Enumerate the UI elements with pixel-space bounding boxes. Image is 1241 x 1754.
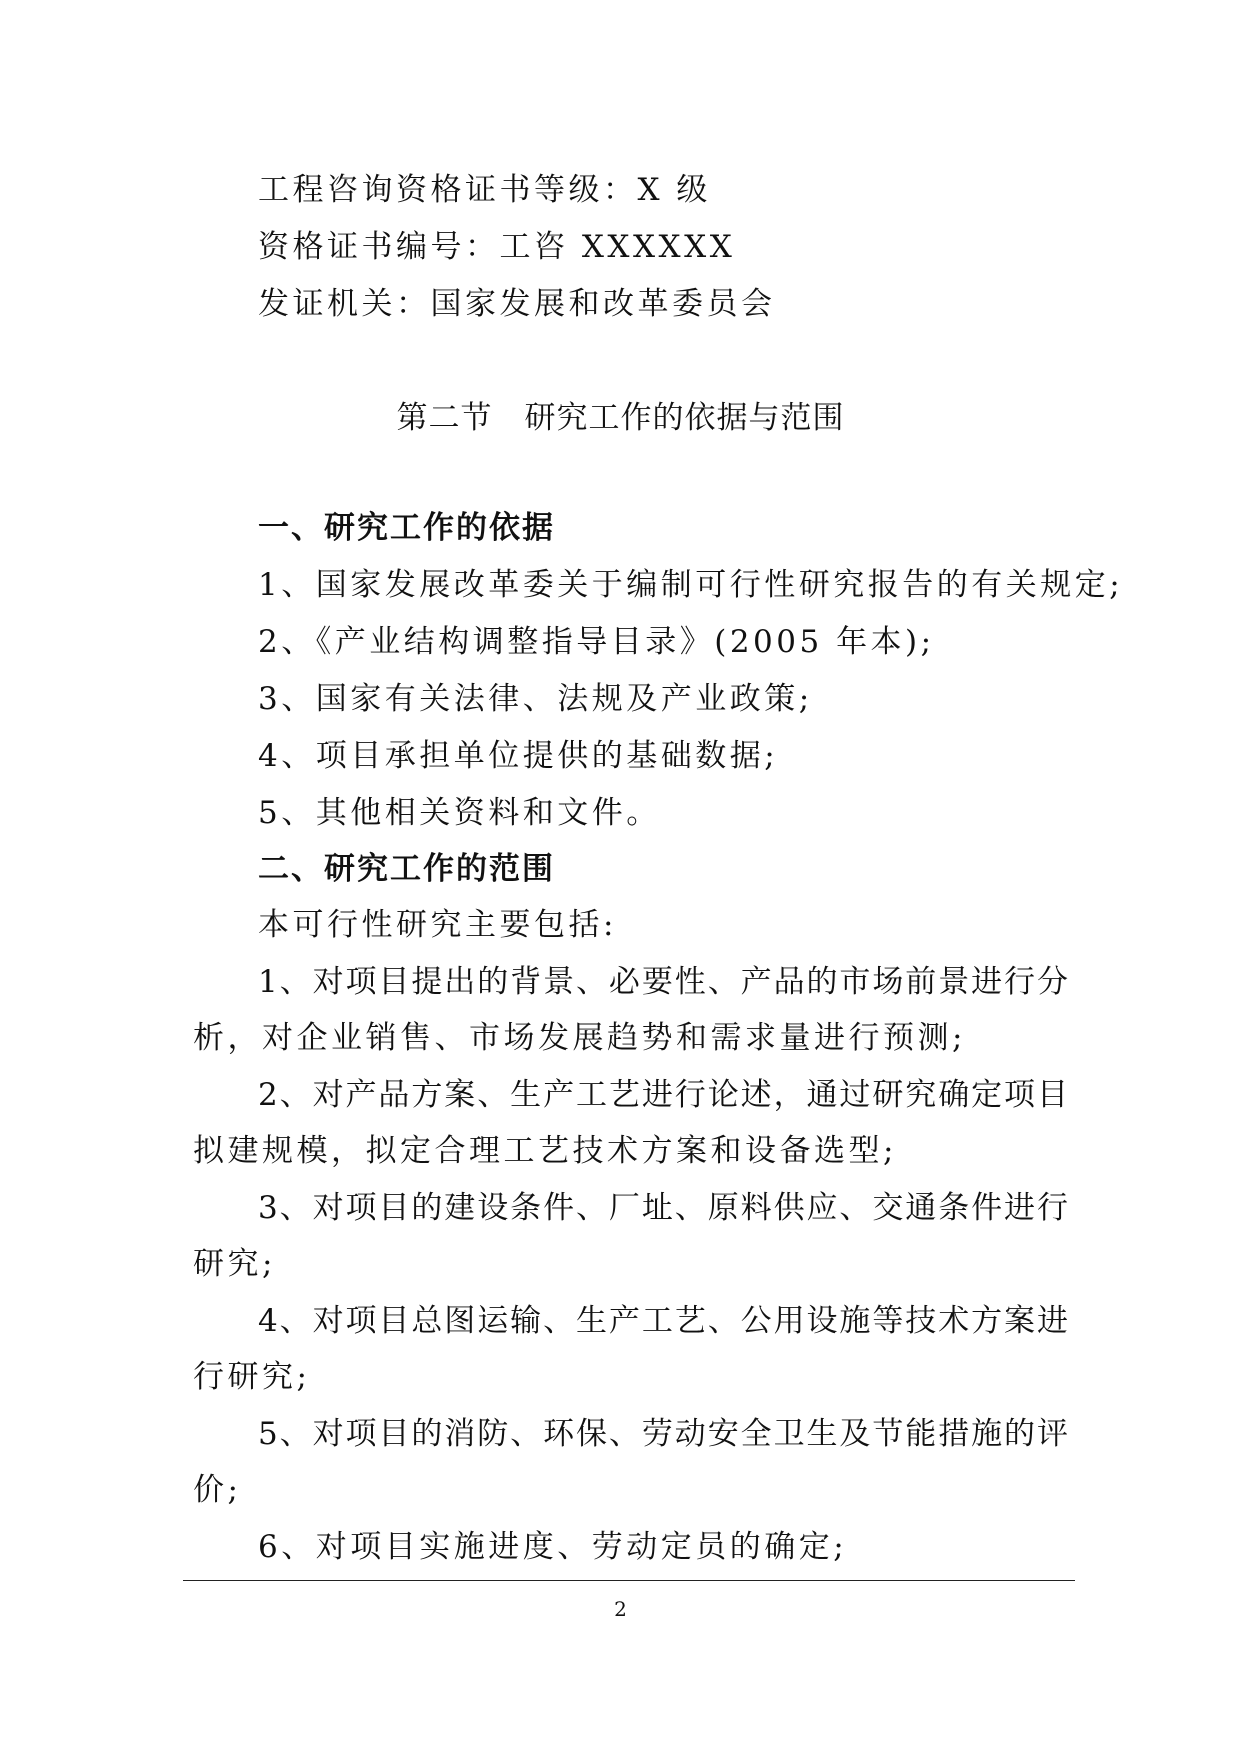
basis-heading: 一、研究工作的依据: [258, 510, 555, 546]
scope-intro: 本可行性研究主要包括:: [258, 907, 617, 943]
footer-divider: [183, 1580, 1075, 1581]
scope-item-2-line-2: 拟建规模，拟定合理工艺技术方案和设备选型;: [193, 1133, 897, 1169]
scope-item-4-line-1: 4、对项目总图运输、生产工艺、公用设施等技术方案进: [258, 1303, 1068, 1339]
scope-item-2-line-1: 2、对产品方案、生产工艺进行论述，通过研究确定项目: [258, 1077, 1068, 1113]
basis-item-4: 4、项目承担单位提供的基础数据;: [258, 738, 779, 774]
cert-number-line: 资格证书编号：工咨 XXXXXX: [258, 229, 736, 265]
scope-item-3-line-2: 研究;: [193, 1246, 276, 1282]
basis-item-1: 1、国家发展改革委关于编制可行性研究报告的有关规定;: [258, 567, 1124, 603]
page-number: 2: [614, 1597, 627, 1621]
scope-item-1-line-2: 析，对企业销售、市场发展趋势和需求量进行预测;: [193, 1020, 966, 1056]
scope-heading: 二、研究工作的范围: [258, 851, 555, 887]
basis-item-2: 2、《产业结构调整指导目录》(2005 年本);: [258, 624, 935, 660]
scope-item-1-line-1: 1、对项目提出的背景、必要性、产品的市场前景进行分: [258, 964, 1068, 1000]
cert-issuer-line: 发证机关：国家发展和改革委员会: [258, 286, 776, 322]
scope-item-3-line-1: 3、对项目的建设条件、厂址、原料供应、交通条件进行: [258, 1190, 1068, 1226]
scope-item-6-line-1: 6、对项目实施进度、劳动定员的确定;: [258, 1529, 848, 1565]
section-title: 第二节 研究工作的依据与范围: [396, 400, 845, 436]
basis-item-3: 3、国家有关法律、法规及产业政策;: [258, 681, 813, 717]
basis-item-5: 5、其他相关资料和文件。: [258, 795, 661, 831]
scope-item-5-line-2: 价;: [193, 1472, 242, 1508]
cert-level-line: 工程咨询资格证书等级：X 级: [258, 172, 711, 208]
scope-item-5-line-1: 5、对项目的消防、环保、劳动安全卫生及节能措施的评: [258, 1416, 1068, 1452]
scope-item-4-line-2: 行研究;: [193, 1359, 311, 1395]
